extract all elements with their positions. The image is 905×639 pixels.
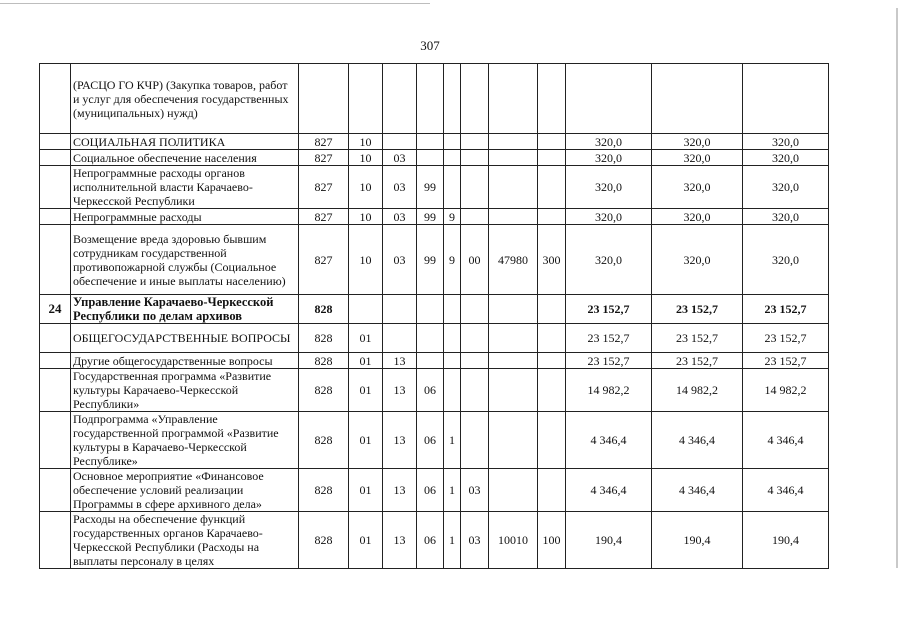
grbs-code-cell: 828 [299, 469, 349, 512]
direction-code-cell [489, 412, 538, 469]
row-name-cell: Государственная программа «Развитие культуры Карачаево-Черкесской Республики» [71, 369, 299, 412]
table-row [40, 295, 829, 324]
budget-table [39, 63, 829, 569]
amount-year2-cell: 4 346,4 [652, 469, 743, 512]
amount-year1-cell: 23 152,7 [566, 353, 652, 369]
row-number-cell [40, 166, 71, 209]
amount-year1-cell [566, 64, 652, 134]
subsection-code-cell: 13 [383, 412, 417, 469]
row-number-cell [40, 469, 71, 512]
subsection-code-cell: 13 [383, 512, 417, 569]
amount-year3-cell: 320,0 [743, 209, 829, 225]
subprogram-code-cell [444, 64, 461, 134]
amount-year3-cell [743, 64, 829, 134]
amount-year2-cell: 4 346,4 [652, 412, 743, 469]
direction-code-cell [489, 209, 538, 225]
program-code-cell: 06 [417, 469, 444, 512]
program-code-cell [417, 134, 444, 150]
table-row [40, 166, 829, 209]
subprogram-code-cell [444, 353, 461, 369]
amount-year2-cell: 23 152,7 [652, 324, 743, 353]
amount-year2-cell: 190,4 [652, 512, 743, 569]
amount-year3-cell: 4 346,4 [743, 469, 829, 512]
table-row [40, 324, 829, 353]
measure-code-cell [461, 209, 489, 225]
section-code-cell: 10 [349, 150, 383, 166]
measure-code-cell [461, 295, 489, 324]
amount-year3-cell: 4 346,4 [743, 412, 829, 469]
subsection-code-cell: 03 [383, 150, 417, 166]
amount-year1-cell: 320,0 [566, 225, 652, 295]
row-number-cell [40, 369, 71, 412]
amount-year1-cell: 4 346,4 [566, 412, 652, 469]
subsection-code-cell [383, 64, 417, 134]
subprogram-code-cell [444, 150, 461, 166]
row-number-cell [40, 64, 71, 134]
program-code-cell: 06 [417, 412, 444, 469]
program-code-cell: 99 [417, 209, 444, 225]
direction-code-cell [489, 369, 538, 412]
amount-year1-cell: 320,0 [566, 150, 652, 166]
amount-year3-cell: 14 982,2 [743, 369, 829, 412]
subprogram-code-cell: 9 [444, 225, 461, 295]
section-code-cell: 01 [349, 469, 383, 512]
measure-code-cell [461, 64, 489, 134]
row-name-cell: Социальное обеспечение населения [71, 150, 299, 166]
expense-type-cell [538, 353, 566, 369]
table-row [40, 225, 829, 295]
expense-type-cell: 100 [538, 512, 566, 569]
row-name-cell: Возмещение вреда здоровью бывшим сотрудникам государственной противопожарной службы (Социальное обеспечение и иные выплаты населению) [71, 225, 299, 295]
grbs-code-cell: 827 [299, 166, 349, 209]
amount-year3-cell: 23 152,7 [743, 295, 829, 324]
row-name-cell: Основное мероприятие «Финансовое обеспечение условий реализации Программы в сфере архивного дела» [71, 469, 299, 512]
measure-code-cell [461, 134, 489, 150]
row-name-cell: (РАСЦО ГО КЧР) (Закупка товаров, работ и услуг для обеспечения государственных (муниципальных) нужд) [71, 64, 299, 134]
subsection-code-cell: 03 [383, 209, 417, 225]
subprogram-code-cell [444, 295, 461, 324]
section-code-cell: 10 [349, 166, 383, 209]
measure-code-cell [461, 369, 489, 412]
amount-year1-cell: 14 982,2 [566, 369, 652, 412]
row-number-cell [40, 324, 71, 353]
expense-type-cell [538, 324, 566, 353]
amount-year2-cell: 320,0 [652, 134, 743, 150]
row-name-cell: СОЦИАЛЬНАЯ ПОЛИТИКА [71, 134, 299, 150]
direction-code-cell [489, 469, 538, 512]
table-row [40, 209, 829, 225]
subsection-code-cell: 13 [383, 353, 417, 369]
measure-code-cell: 00 [461, 225, 489, 295]
table-row [40, 469, 829, 512]
scan-top-rule [0, 3, 430, 4]
row-name-cell: Непрограммные расходы [71, 209, 299, 225]
subprogram-code-cell [444, 324, 461, 353]
section-code-cell: 10 [349, 225, 383, 295]
direction-code-cell [489, 353, 538, 369]
direction-code-cell [489, 134, 538, 150]
amount-year1-cell: 320,0 [566, 134, 652, 150]
table-row [40, 150, 829, 166]
table-body [40, 64, 829, 569]
measure-code-cell [461, 166, 489, 209]
expense-type-cell [538, 166, 566, 209]
expense-type-cell: 300 [538, 225, 566, 295]
subsection-code-cell [383, 134, 417, 150]
program-code-cell: 99 [417, 225, 444, 295]
amount-year1-cell: 320,0 [566, 209, 652, 225]
row-number-cell [40, 150, 71, 166]
grbs-code-cell: 827 [299, 209, 349, 225]
program-code-cell [417, 150, 444, 166]
row-name-cell: ОБЩЕГОСУДАРСТВЕННЫЕ ВОПРОСЫ [71, 324, 299, 353]
measure-code-cell [461, 353, 489, 369]
grbs-code-cell: 827 [299, 150, 349, 166]
measure-code-cell [461, 150, 489, 166]
subsection-code-cell: 03 [383, 166, 417, 209]
grbs-code-cell: 827 [299, 225, 349, 295]
amount-year3-cell: 23 152,7 [743, 353, 829, 369]
subprogram-code-cell [444, 166, 461, 209]
amount-year3-cell: 320,0 [743, 150, 829, 166]
table-row [40, 64, 829, 134]
row-number-cell [40, 353, 71, 369]
table-row [40, 412, 829, 469]
subprogram-code-cell: 9 [444, 209, 461, 225]
measure-code-cell [461, 412, 489, 469]
row-name-cell: Подпрограмма «Управление государственной программой «Развитие культуры в Карачаево-Черкесской Республике» [71, 412, 299, 469]
direction-code-cell: 47980 [489, 225, 538, 295]
scan-edge-shadow [896, 8, 898, 568]
section-code-cell: 01 [349, 512, 383, 569]
section-code-cell: 10 [349, 209, 383, 225]
grbs-code-cell: 828 [299, 324, 349, 353]
subsection-code-cell: 13 [383, 469, 417, 512]
subprogram-code-cell: 1 [444, 469, 461, 512]
section-code-cell: 01 [349, 324, 383, 353]
grbs-code-cell [299, 64, 349, 134]
program-code-cell [417, 324, 444, 353]
section-code-cell: 01 [349, 412, 383, 469]
row-name-cell: Другие общегосударственные вопросы [71, 353, 299, 369]
row-number-cell [40, 412, 71, 469]
row-name-cell: Непрограммные расходы органов исполнительной власти Карачаево-Черкесской Республики [71, 166, 299, 209]
page-number: 307 [420, 38, 440, 53]
row-name-cell: Расходы на обеспечение функций государственных органов Карачаево-Черкесской Республики (Расходы на выплаты персоналу в целях [71, 512, 299, 569]
subprogram-code-cell [444, 369, 461, 412]
subprogram-code-cell [444, 134, 461, 150]
table-row [40, 369, 829, 412]
amount-year3-cell: 320,0 [743, 166, 829, 209]
expense-type-cell [538, 369, 566, 412]
amount-year2-cell: 320,0 [652, 225, 743, 295]
amount-year1-cell: 320,0 [566, 166, 652, 209]
expense-type-cell [538, 209, 566, 225]
expense-type-cell [538, 64, 566, 134]
table-row [40, 134, 829, 150]
amount-year2-cell: 320,0 [652, 166, 743, 209]
section-code-cell: 01 [349, 369, 383, 412]
subprogram-code-cell: 1 [444, 512, 461, 569]
measure-code-cell: 03 [461, 469, 489, 512]
program-code-cell: 06 [417, 369, 444, 412]
direction-code-cell [489, 295, 538, 324]
program-code-cell: 99 [417, 166, 444, 209]
amount-year2-cell: 14 982,2 [652, 369, 743, 412]
grbs-code-cell: 828 [299, 295, 349, 324]
amount-year3-cell: 23 152,7 [743, 324, 829, 353]
expense-type-cell [538, 134, 566, 150]
program-code-cell [417, 353, 444, 369]
table-row [40, 512, 829, 569]
subsection-code-cell [383, 295, 417, 324]
grbs-code-cell: 828 [299, 353, 349, 369]
section-code-cell [349, 295, 383, 324]
grbs-code-cell: 828 [299, 412, 349, 469]
row-number-cell [40, 225, 71, 295]
subsection-code-cell: 13 [383, 369, 417, 412]
expense-type-cell [538, 469, 566, 512]
row-number-cell [40, 134, 71, 150]
amount-year2-cell: 23 152,7 [652, 295, 743, 324]
amount-year3-cell: 320,0 [743, 225, 829, 295]
section-code-cell [349, 64, 383, 134]
amount-year2-cell: 320,0 [652, 150, 743, 166]
expense-type-cell [538, 412, 566, 469]
amount-year3-cell: 190,4 [743, 512, 829, 569]
amount-year1-cell: 23 152,7 [566, 295, 652, 324]
direction-code-cell [489, 166, 538, 209]
expense-type-cell [538, 295, 566, 324]
subsection-code-cell [383, 324, 417, 353]
row-number-cell [40, 512, 71, 569]
amount-year1-cell: 4 346,4 [566, 469, 652, 512]
direction-code-cell: 10010 [489, 512, 538, 569]
measure-code-cell [461, 324, 489, 353]
direction-code-cell [489, 150, 538, 166]
measure-code-cell: 03 [461, 512, 489, 569]
section-code-cell: 01 [349, 353, 383, 369]
amount-year2-cell [652, 64, 743, 134]
amount-year1-cell: 190,4 [566, 512, 652, 569]
grbs-code-cell: 827 [299, 134, 349, 150]
amount-year2-cell: 23 152,7 [652, 353, 743, 369]
direction-code-cell [489, 324, 538, 353]
expense-type-cell [538, 150, 566, 166]
row-name-cell: Управление Карачаево-Черкесской Республики по делам архивов [71, 295, 299, 324]
amount-year1-cell: 23 152,7 [566, 324, 652, 353]
program-code-cell [417, 295, 444, 324]
subsection-code-cell: 03 [383, 225, 417, 295]
grbs-code-cell: 828 [299, 512, 349, 569]
program-code-cell [417, 64, 444, 134]
amount-year3-cell: 320,0 [743, 134, 829, 150]
table-row [40, 353, 829, 369]
subprogram-code-cell: 1 [444, 412, 461, 469]
grbs-code-cell: 828 [299, 369, 349, 412]
program-code-cell: 06 [417, 512, 444, 569]
amount-year2-cell: 320,0 [652, 209, 743, 225]
row-number-cell [40, 209, 71, 225]
direction-code-cell [489, 64, 538, 134]
row-number-cell: 24 [40, 295, 71, 324]
section-code-cell: 10 [349, 134, 383, 150]
